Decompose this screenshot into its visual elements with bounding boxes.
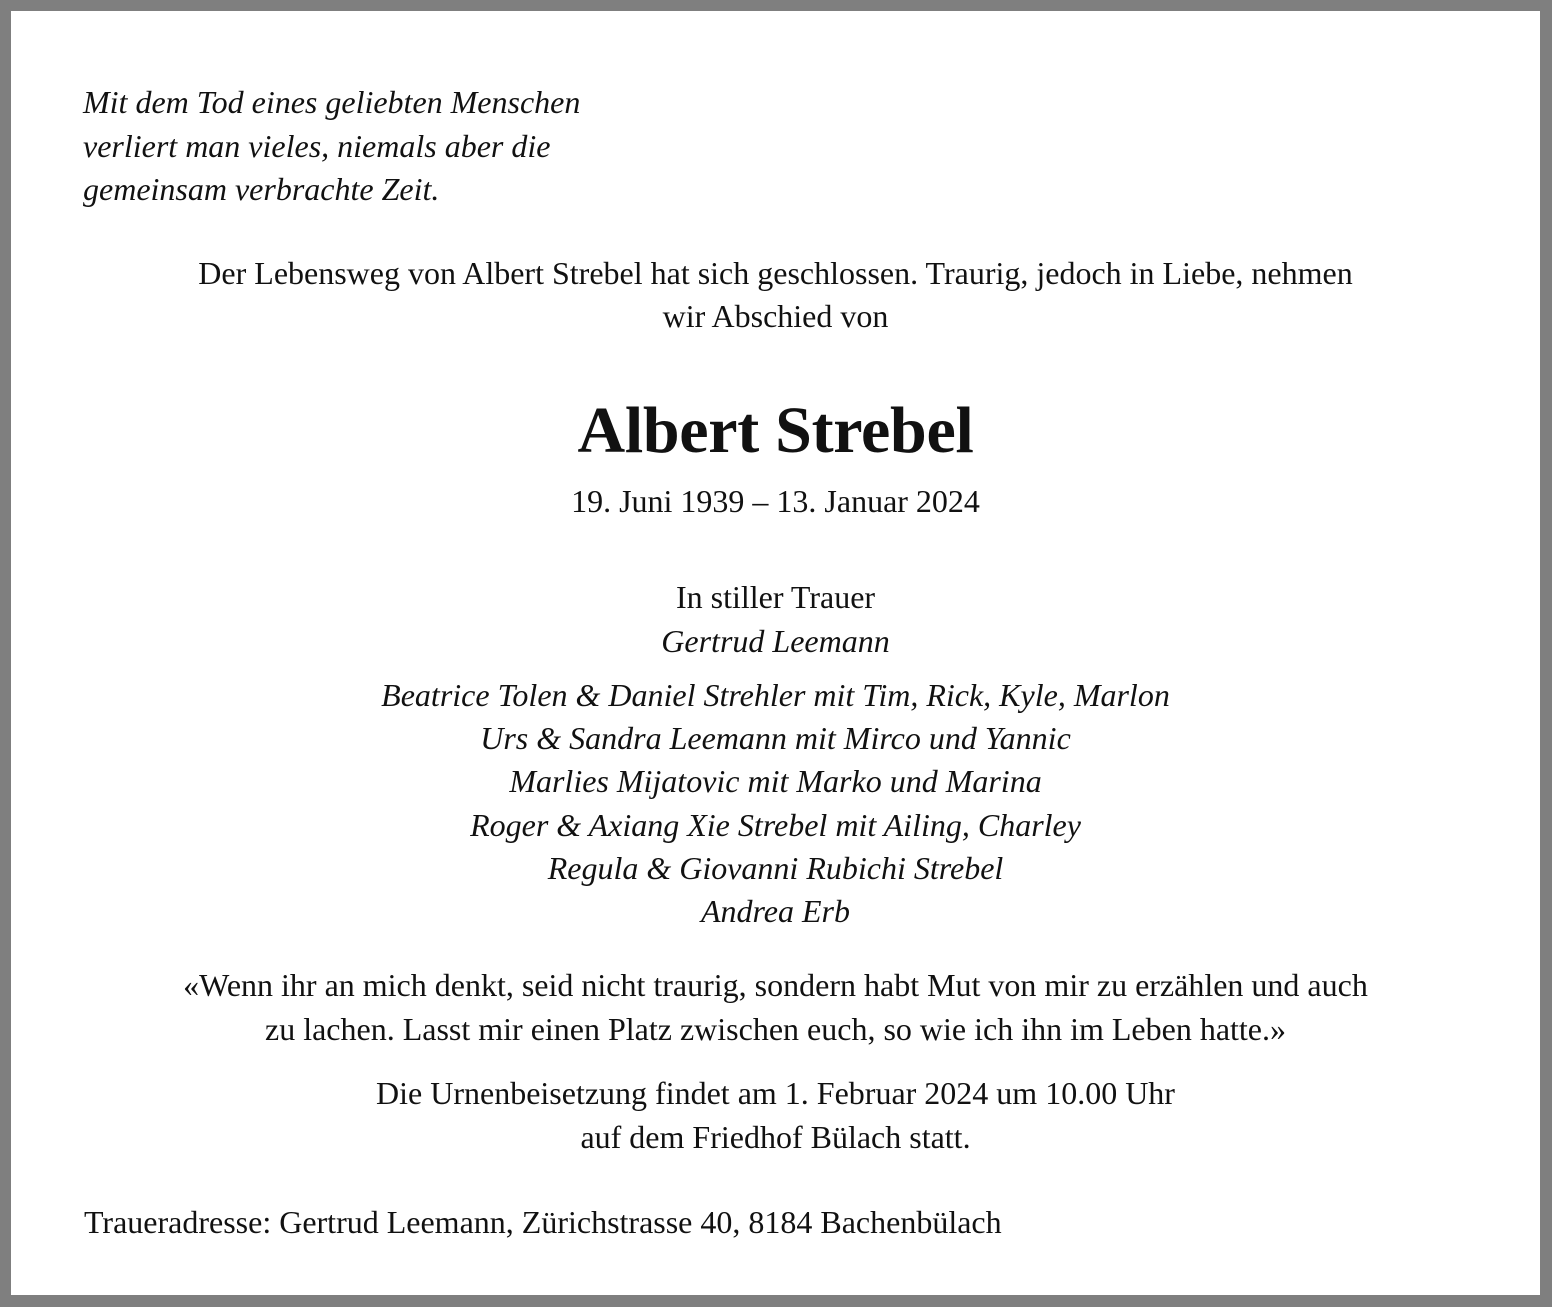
intro-line: Der Lebensweg von Albert Strebel hat sich geschlossen. Traurig, jedoch in Liebe, nehmen xyxy=(198,255,1353,291)
principal-mourner: Gertrud Leemann xyxy=(661,623,890,659)
obituary-notice xyxy=(11,11,1540,1295)
family-line: Urs & Sandra Leemann mit Mirco und Yannic xyxy=(480,720,1071,757)
family-list xyxy=(11,674,1540,933)
motto-line: verliert man vieles, niemals aber die xyxy=(83,127,551,164)
closing-quote xyxy=(11,964,1540,1051)
quote-line: zu lachen. Lasst mir einen Platz zwischen euch, so wie ich ihn im Leben hatte.» xyxy=(265,1010,1286,1047)
family-line: Beatrice Tolen & Daniel Strehler mit Tim, Rick, Kyle, Marlon xyxy=(381,677,1170,713)
family-line: Andrea Erb xyxy=(700,893,850,930)
motto-line: gemeinsam verbrachte Zeit. xyxy=(83,171,440,207)
intro-text xyxy=(11,252,1540,338)
mourning-label: In stiller Trauer xyxy=(675,579,876,615)
quote-line: «Wenn ihr an mich denkt, seid nicht traurig, sondern habt Mut von mir zu erzählen und auch xyxy=(183,967,1368,1003)
opening-motto xyxy=(83,81,783,212)
motto-line: Mit dem Tod eines geliebten Menschen xyxy=(83,84,581,120)
ceremony-line: Die Urnenbeisetzung findet am 1. Februar 2024 um 10.00 Uhr xyxy=(376,1075,1175,1111)
family-line: Marlies Mijatovic mit Marko und Marina xyxy=(509,763,1042,800)
mourning-address: Traueradresse: Gertrud Leemann, Zürichstrasse 40, 8184 Bachenbülach xyxy=(84,1204,1002,1240)
ceremony-line: auf dem Friedhof Bülach statt. xyxy=(580,1118,971,1155)
ceremony-info xyxy=(11,1072,1540,1159)
intro-line: wir Abschied von xyxy=(662,298,889,334)
life-dates: 19. Juni 1939 – 13. Januar 2024 xyxy=(571,483,980,519)
family-line: Regula & Giovanni Rubichi Strebel xyxy=(547,849,1004,886)
deceased-name: Albert Strebel xyxy=(577,394,974,467)
family-line: Roger & Axiang Xie Strebel mit Ailing, Charley xyxy=(470,806,1081,843)
